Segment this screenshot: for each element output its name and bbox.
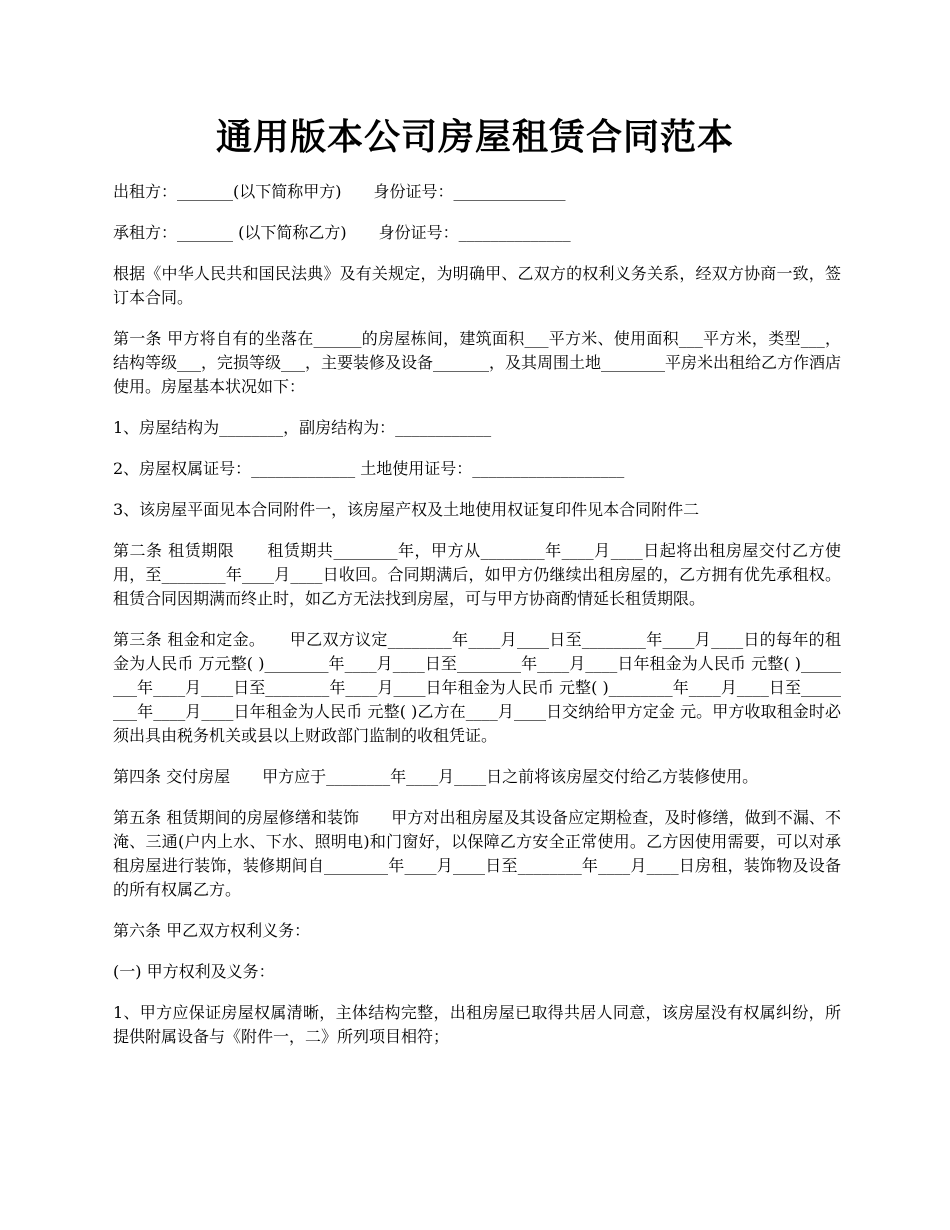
article-1-paragraph: 第一条 甲方将自有的坐落在______的房屋栋间，建筑面积___平方米、使用面积___平方米，类型___，结构等级___，完损等级___，主要装修及设备_______，及其周围土地________平房米出租给乙方作酒店使用。房屋基本状况如下： <box>113 329 842 396</box>
ownership-certificate-line: 2、房屋权属证号：_____________ 土地使用证号：___________________ <box>113 459 625 478</box>
floor-plan-line: 3、该房屋平面见本合同附件一，该房屋产权及土地使用权证复印件见本合同附件二 <box>113 500 700 519</box>
lessor-obligation-1-paragraph: 1、甲方应保证房屋权属清晰，主体结构完整，出租房屋已取得共居人同意，该房屋没有权属纠纷，所提供附属设备与《附件一，二》所列项目相符； <box>113 1003 841 1046</box>
article-4-paragraph: 第四条 交付房屋 甲方应于________年____月____日之前将该房屋交付给乙方装修使用。 <box>113 767 759 786</box>
article-5-paragraph: 第五条 租赁期间的房屋修缮和装饰 甲方对出租房屋及其设备应定期检查，及时修缮，做到不漏、不淹、三通(户内上水、下水、照明电)和门窗好，以保障乙方安全正常使用。乙方因使用需要，可以对承租房屋进行装饰，装修期间自________年____月____日至________年____月____日房租，装饰物及设备的所有权属乙方。 <box>113 808 841 899</box>
lessor-line: 出租方：_______(以下简称甲方) 身份证号：______________ <box>113 182 566 201</box>
article-3-paragraph: 第三条 租金和定金。 甲乙双方议定________年____月____日至________年____月____日的每年的租金为人民币 万元整( )________年____月____日至________年____月____日年租金为人民币 元整( )________年____月____日至________年____月____日年租金为人民币 元整( )________年____月____日至________年____月____日年租金为人民币 元整( )乙方在____月____日交纳给甲方定金 元。甲方收取租金时必须出具由税务机关或县以上财政部门监制的收租凭证。 <box>113 630 841 745</box>
lessee-line: 承租方：_______ (以下简称乙方) 身份证号：______________ <box>113 223 571 242</box>
article-2-paragraph: 第二条 租赁期限 租赁期共________年，甲方从________年____月____日起将出租房屋交付乙方使用，至________年____月____日收回。合同期满后，如甲方仍继续出租房屋的，乙方拥有优先承租权。租赁合同因期满而终止时，如乙方无法找到房屋，可与甲方协商酌情延长租赁期限。 <box>113 541 841 608</box>
article-6-heading: 第六条 甲乙双方权利义务： <box>113 921 311 940</box>
document-body <box>113 180 841 1066</box>
preamble-paragraph: 根据《中华人民共和国民法典》及有关规定，为明确甲、乙双方的权利义务关系，经双方协商一致，签订本合同。 <box>113 264 841 307</box>
lessor-rights-heading: (一) 甲方权利及义务： <box>113 962 275 981</box>
house-structure-line: 1、房屋结构为________，副房结构为：____________ <box>113 418 492 437</box>
document-title: 通用版本公司房屋租赁合同范本 <box>215 116 734 158</box>
